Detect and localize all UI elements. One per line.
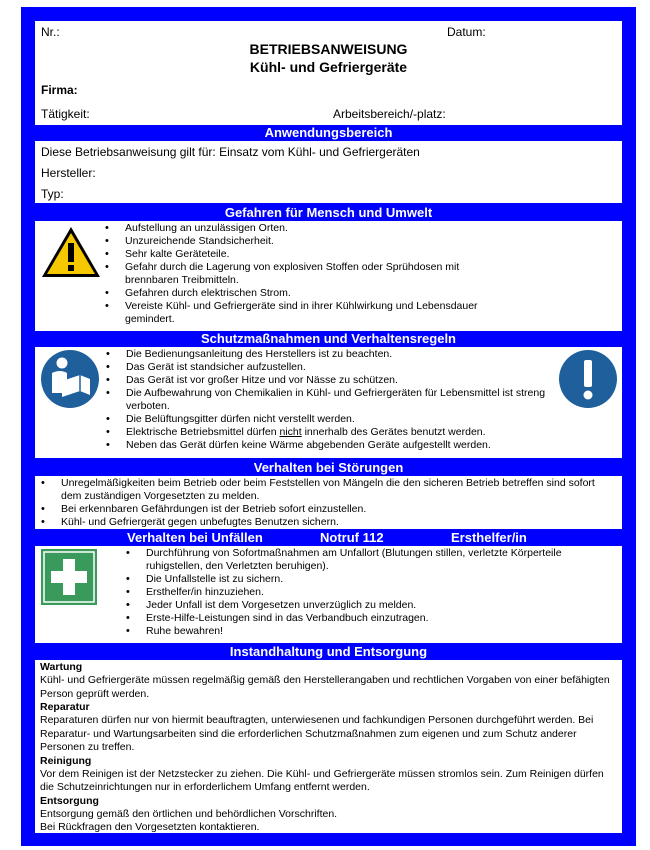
reinigung-text: Vor dem Reinigen ist der Netzstecker zu ziehen. Die Kühl- und Gefriergeräte müssen stromlos sein. Zum Reinigen dürfen die Schutzeinrichtungen nur in erforderlichem Umfang entfernt werden.	[40, 767, 604, 793]
list-item: • Ruhe bewahren!	[146, 625, 616, 638]
list-item: • Aufstellung an unzulässigen Orten.	[125, 222, 525, 235]
anwendungsbereich-heading: Anwendungsbereich	[264, 125, 393, 140]
list-item: • Neben das Gerät dürfen keine Wärme abgebenden Geräte aufgestellt werden.	[126, 439, 556, 452]
entsorgung-title: Entsorgung	[40, 794, 99, 807]
instand-heading: Instandhaltung und Entsorgung	[229, 644, 428, 659]
page-title: BETRIEBSANWEISUNG	[249, 41, 408, 57]
gefahren-block	[35, 221, 622, 331]
list-item: • Die Aufbewahrung von Chemikalien in Kühl- und Gefriergeräten für Lebensmittel ist streng verboten.	[126, 387, 556, 413]
list-item: • Gefahren durch elektrischen Strom.	[125, 287, 525, 300]
list-item: • Die Unfallstelle ist zu sichern.	[146, 573, 616, 586]
underlined-word: nicht	[279, 426, 302, 438]
entsorgung-text: Entsorgung gemäß den örtlichen und behördlichen Vorschriften.	[40, 807, 338, 820]
schutz-list	[126, 348, 556, 452]
unfaelle-list	[146, 547, 616, 638]
anwendung-text: Diese Betriebsanweisung gilt für: Einsatz vom Kühl- und Gefriergeräten	[41, 145, 420, 159]
list-item: • Sehr kalte Geräteteile.	[125, 248, 525, 261]
page-subtitle: Kühl- und Gefriergeräte	[249, 59, 408, 75]
list-item: • Unzureichende Standsicherheit.	[125, 235, 525, 248]
first-aid-cross-icon	[41, 549, 97, 605]
document-frame	[21, 7, 636, 846]
taetigkeit-label: Tätigkeit:	[41, 107, 90, 121]
list-item: • Gefahr durch die Lagerung von explosiven Stoffen oder Sprühdosen mit brennbaren Treibmitteln.	[125, 261, 495, 287]
list-item: • Vereiste Kühl- und Gefriergeräte sind in ihrer Kühlwirkung und Lebensdauer gemindert.	[125, 300, 525, 326]
list-item: • Unregelmäßigkeiten beim Betrieb oder beim Feststellen von Mängeln die den sicheren Betrieb betreffen sind sofort dem zuständigen Vorgesetzten zu melden.	[61, 477, 616, 503]
header-block	[35, 21, 622, 125]
nr-label: Nr.:	[41, 25, 60, 39]
list-item: • Ersthelfer/in hinzuziehen.	[146, 586, 616, 599]
schutz-heading: Schutzmaßnahmen und Verhaltensregeln	[201, 331, 456, 346]
stoerungen-heading: Verhalten bei Störungen	[253, 460, 404, 475]
firma-label: Firma:	[41, 83, 78, 97]
reinigung-title: Reinigung	[40, 754, 92, 767]
datum-label: Datum:	[447, 25, 486, 39]
wartung-text: Kühl- und Gefriergeräte müssen regelmäßig gemäß den Herstellerangaben und rechtlichen Vorgaben von einer befähigten Person geprüft werden.	[40, 674, 610, 700]
gefahren-list	[125, 222, 525, 326]
instand-block	[35, 660, 622, 833]
item-text: Elektrische Betriebsmittel dürfen	[126, 426, 280, 438]
list-item	[126, 426, 556, 439]
list-item: • Bei erkennbaren Gefährdungen ist der Betrieb sofort einzustellen.	[61, 503, 616, 516]
schutz-block	[35, 347, 622, 458]
rueckfragen-text: Bei Rückfragen den Vorgesetzten kontaktieren.	[40, 821, 260, 833]
wartung-title: Wartung	[40, 661, 83, 673]
gefahren-heading: Gefahren für Mensch und Umwelt	[224, 205, 433, 220]
list-item: • Die Bedienungsanleitung des Herstellers ist zu beachten.	[126, 348, 556, 361]
stoerungen-list	[61, 477, 616, 529]
list-item: • Das Gerät ist standsicher aufzustellen.	[126, 361, 556, 374]
ersthelfer-label: Ersthelfer/in	[451, 530, 527, 545]
list-item: • Kühl- und Gefriergerät gegen unbefugtes Benutzen sichern.	[61, 516, 616, 529]
list-item: • Das Gerät ist vor großer Hitze und vor Nässe zu schützen.	[126, 374, 556, 387]
unfaelle-block	[35, 546, 622, 643]
list-item: • Durchführung von Sofortmaßnahmen am Unfallort (Blutungen stillen, verletzte Körperteile ruhigstellen, den Verletzten beruhigen).	[146, 547, 616, 573]
unfaelle-title: Verhalten bei Unfällen	[127, 530, 263, 545]
item-text: innerhalb des Gerätes benutzt werden.	[301, 426, 486, 438]
reparatur-title: Reparatur	[40, 701, 90, 713]
notruf-label: Notruf 112	[320, 530, 384, 545]
anwendungsbereich-block	[35, 141, 622, 203]
list-item: • Die Belüftungsgitter dürfen nicht verstellt werden.	[126, 413, 556, 426]
hersteller-label: Hersteller:	[41, 166, 96, 180]
unfaelle-heading	[35, 530, 622, 545]
exclamation-icon	[558, 349, 618, 409]
arbeitsbereich-label: Arbeitsbereich/-platz:	[333, 107, 446, 121]
warning-triangle-icon	[40, 225, 102, 279]
stoerungen-block	[35, 476, 622, 529]
list-item: • Erste-Hilfe-Leistungen sind in das Verbandbuch einzutragen.	[146, 612, 616, 625]
reparatur-text: Reparaturen dürfen nur von hiermit beauftragten, unterwiesenen und fachkundigen Personen durchgeführt werden. Bei Reparatur- und Wartungsarbeiten sind die erforderlichen Schutzmaßnahmen zum eigenen und zum Schutz anderer Personen zu treffen.	[40, 714, 594, 753]
read-manual-icon	[40, 349, 100, 409]
typ-label: Typ:	[41, 187, 64, 201]
list-item: • Jeder Unfall ist dem Vorgesetzen unverzüglich zu melden.	[146, 599, 616, 612]
